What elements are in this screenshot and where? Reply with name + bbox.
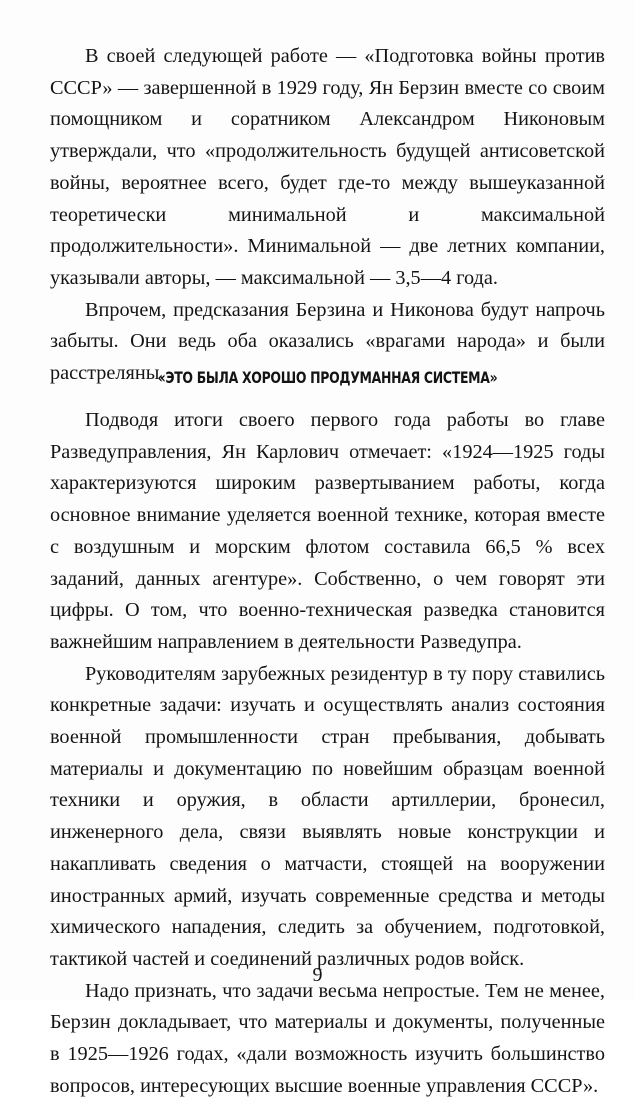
paragraph: Впрочем, предсказания Берзина и Никонова будут напрочь забыты. Они ведь оба оказались «врагами народа» и были расстреляны. — [50, 298, 605, 385]
paragraph: Подводя итоги своего первого года работы во главе Разведуправления, Ян Карлович отмечает: «1924—1925 годы характеризуются широким развертыванием работы, когда основное внимание уделяется военной технике, которая вместе с воздушным и морским флотом составила 66,5 % всех заданий, данных агентуре». Собственно, о чем говорят эти цифры. О том, что военно-техническая разведка становится важнейшим направлением в деятельности Разведупра. — [50, 409, 605, 653]
paragraph: Надо признать, что задачи весьма непростые. Тем не менее, Берзин докладывает, что материалы и документы, полученные в 1925—1926 годах, «дали возможность изучить большинство вопросов, интересующих высшие военные управления СССР». — [50, 979, 605, 1097]
page-number: 9 — [312, 964, 323, 986]
paragraph: Руководителям зарубежных резидентур в ту пору ставились конкретные задачи: изучать и осуществлять анализ состояния военной промышленности стран пребывания, добывать материалы и документацию по новейшим образцам военной техники и оружия, в области артиллерии, бронесил, инженерного дела, связи выявлять новые конструкции и накапливать сведения о матчасти, стоящей на вооружении иностранных армий, изучать современные средства и методы химического нападения, следить за обучением, подготовкой, тактикой частей и соединений различных родов войск. — [50, 662, 605, 970]
text-block-after-heading — [50, 405, 605, 1102]
text-block-before-heading — [50, 41, 605, 390]
section-heading: «ЭТО БЫЛА ХОРОШО ПРОДУМАННАЯ СИСТЕМА» — [157, 368, 498, 387]
paragraph: В своей следующей работе — «Подготовка войны против СССР» — завершенной в 1929 году, Ян Берзин вместе со своим помощником и соратником Александром Никоновым утверждали, что «продолжительность будущей антисоветской войны, вероятнее всего, будет где-то между вышеуказанной теоретически минимальной и максимальной продолжительности». Минимальной — две летних компании, указывали авторы, — максимальной — 3,5—4 года. — [50, 45, 605, 289]
